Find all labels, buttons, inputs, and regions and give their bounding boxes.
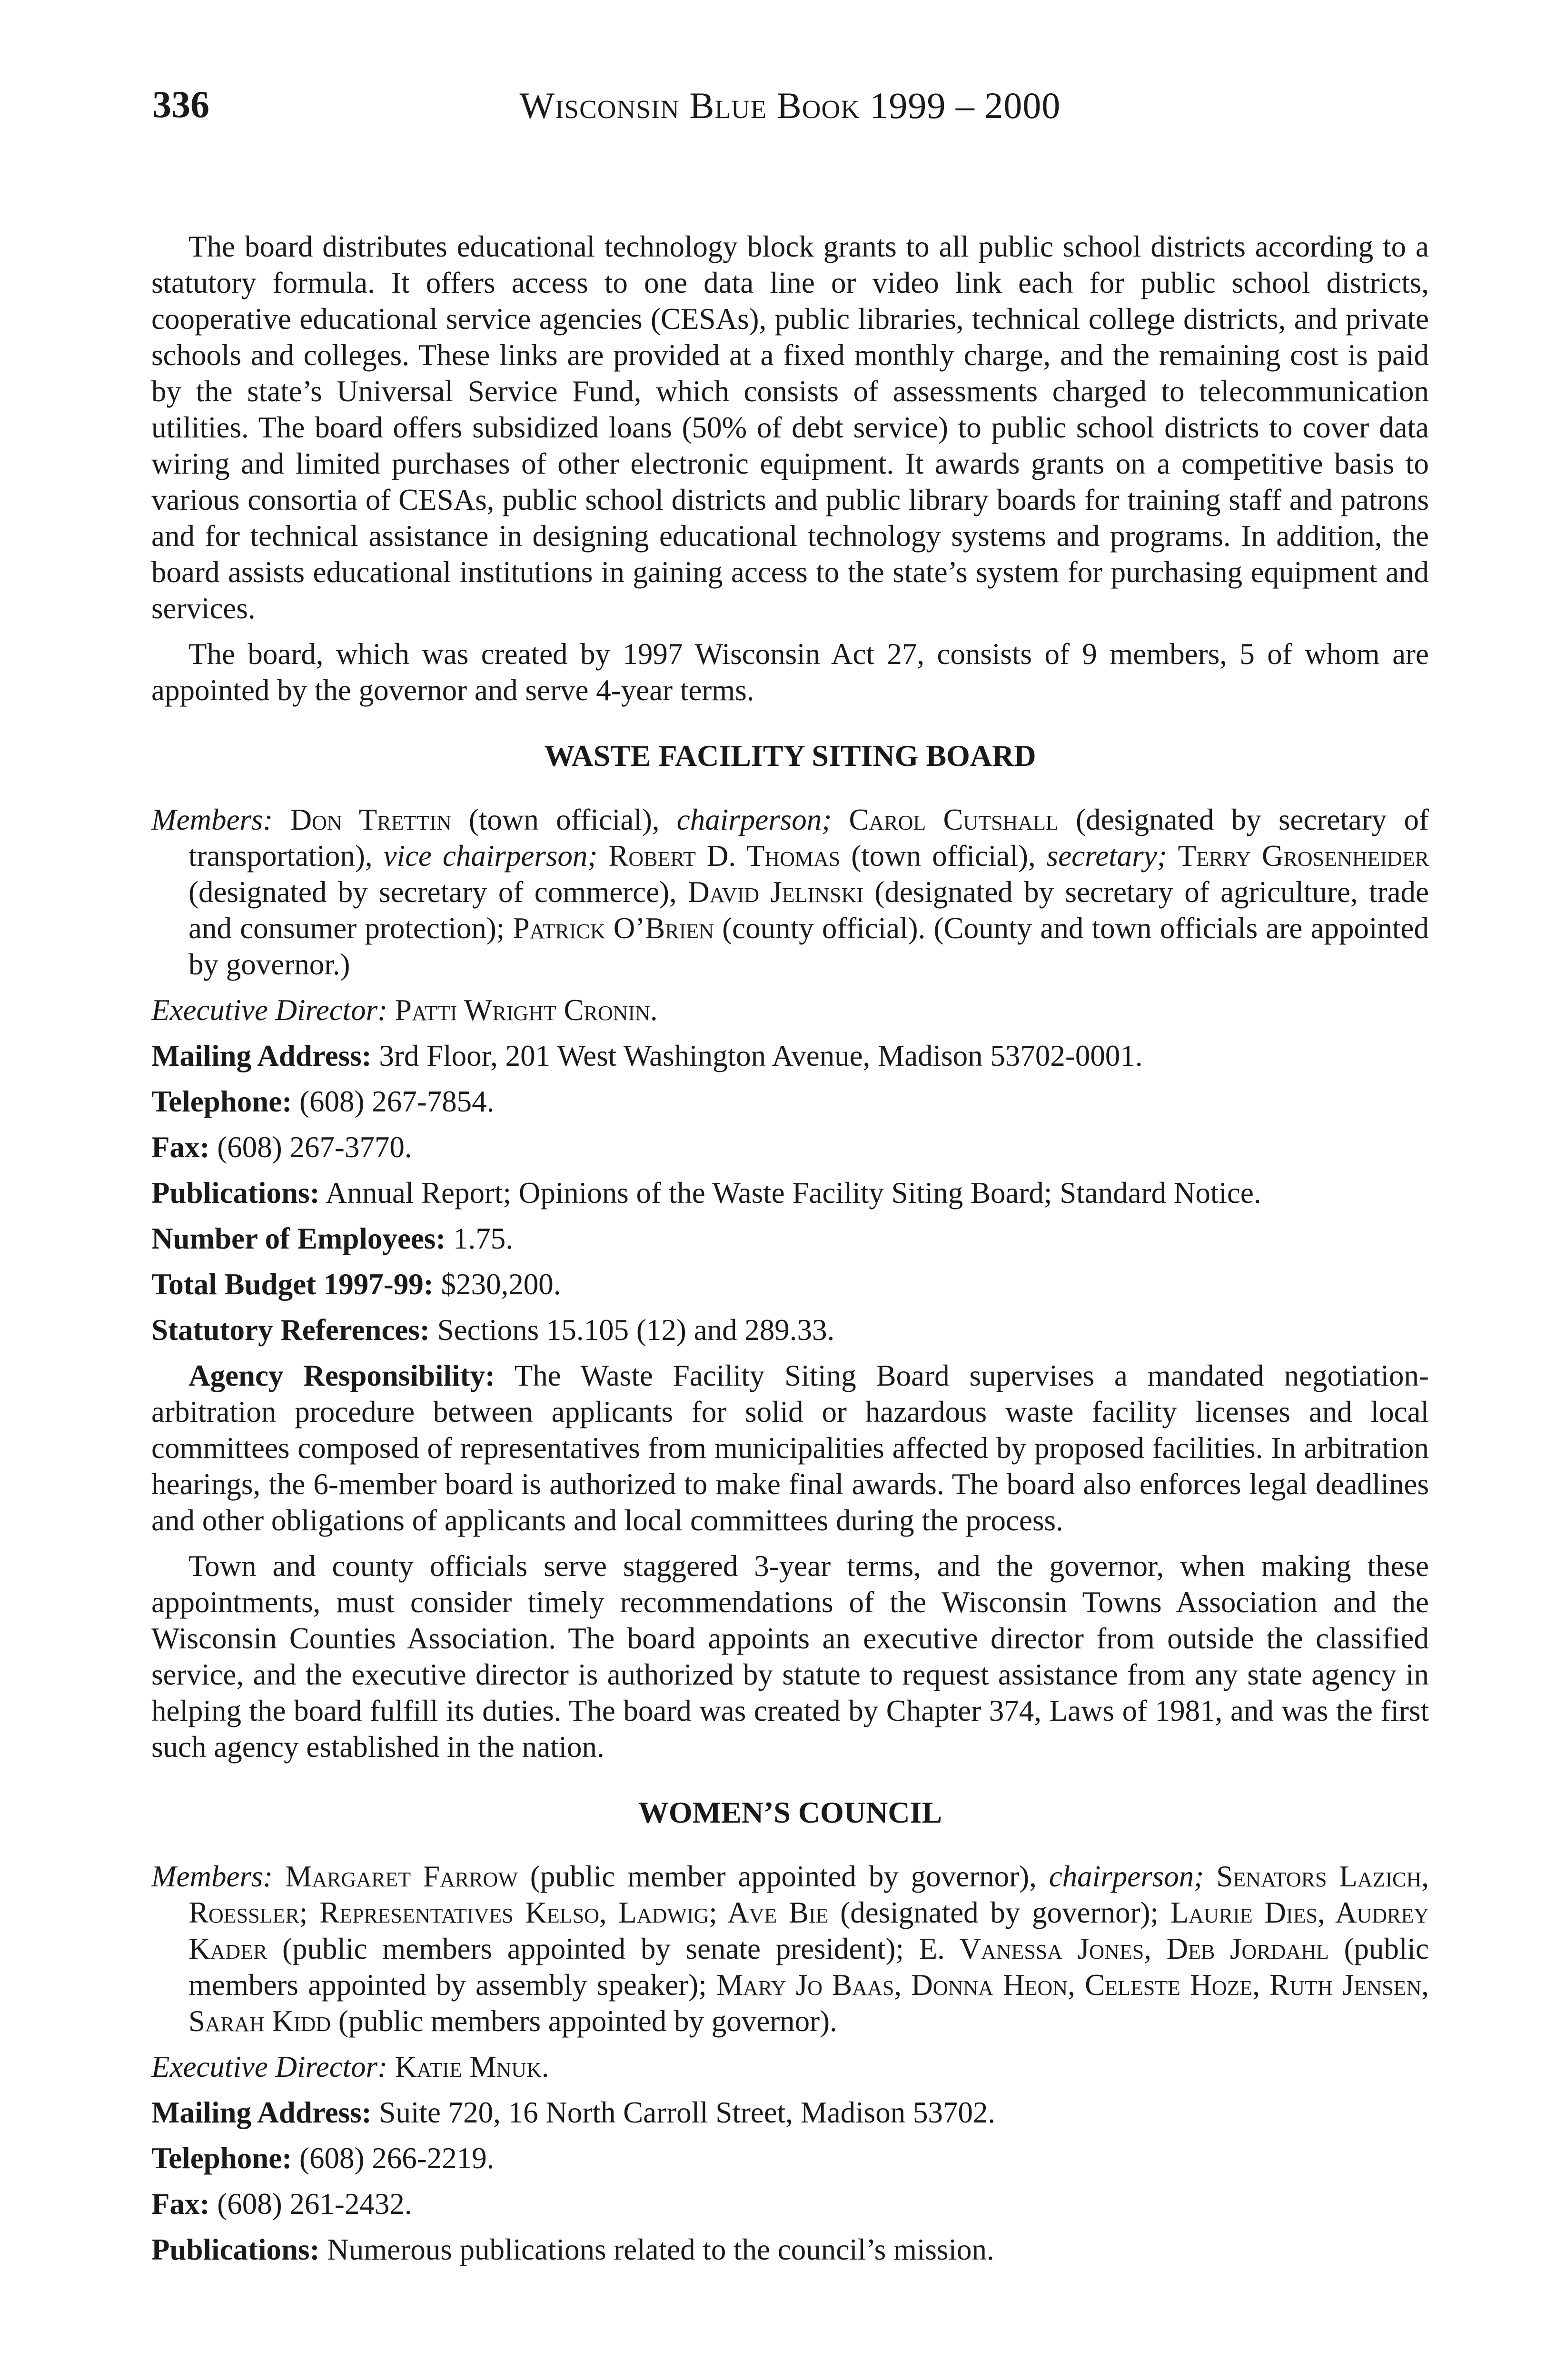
waste-mailing-address — [151, 1038, 1429, 1074]
waste-members — [151, 802, 1429, 982]
field-value: (608) 261-2432. — [217, 2187, 412, 2221]
field-value: The Waste Facility Siting Board supervises a mandated negotiation-arbitration procedure between applicants for solid or hazardous waste facility licenses and local committees composed of representatives from municipalities affected by proposed facilities. In arbitration hearings, the 6-member board is authorized to make final awards. The board also enforces legal deadlines and other obligations of applicants and local committees during the process. — [151, 1359, 1429, 1537]
page-number: 336 — [152, 84, 209, 126]
member-name: Margaret Farrow — [285, 1860, 518, 1893]
member-name: E. Vanessa Jones, Deb Jordahl — [919, 1932, 1329, 1965]
waste-employees — [151, 1220, 1429, 1257]
field-value: Annual Report; Opinions of the Waste Facility Siting Board; Standard Notice. — [325, 1176, 1261, 1210]
field-value: (608) 266-2219. — [299, 2142, 495, 2175]
intro-paragraph-1: The board distributes educational technology block grants to all public school districts according to a statutory formula. It offers access to one data line or video link each for public school districts, cooperative educational service agencies (CESAs), public libraries, technical college districts, and private schools and colleges. These links are provided at a fixed monthly charge, and the remaining cost is paid by the state’s Universal Service Fund, which consists of assessments charged to telecommunication utilities. The board offers subsidized loans (50% of debt service) to public school districts to cover data wiring and limited purchases of other electronic equipment. It awards grants on a competitive basis to various consortia of CESAs, public school districts and public library boards for training staff and patrons and for technical assistance in designing educational technology systems and programs. In addition, the board assists educational institutions in gaining access to the state’s system for purchasing equipment and services. — [151, 230, 1429, 625]
member-name: Patrick O’Brien — [513, 912, 714, 945]
waste-executive-director — [151, 992, 1429, 1028]
field-label: Telephone: — [151, 2142, 292, 2175]
member-name: Don Trettin — [290, 803, 452, 836]
member-role: (public members appointed by assembly speaker); — [188, 1932, 1429, 2002]
member-name: Laurie Dies, Audrey Kader — [188, 1896, 1429, 1965]
field-value: 3rd Floor, 201 West Washington Avenue, Madison 53702-0001. — [379, 1039, 1143, 1072]
member-name: Robert D. Thomas — [608, 839, 841, 873]
member-name: Senators Lazich, Roessler; Representatives Kelso, Ladwig; Ave Bie — [188, 1860, 1429, 1929]
field-label: Total Budget 1997-99: — [151, 1268, 434, 1301]
waste-board-heading: WASTE FACILITY SITING BOARD — [544, 739, 1036, 773]
field-label: Publications: — [151, 1176, 320, 1210]
field-label: Fax: — [151, 1130, 210, 1164]
field-value: $230,200. — [441, 1268, 561, 1301]
member-title: chairperson; — [676, 803, 832, 836]
member-title: vice chairperson; — [383, 839, 598, 873]
waste-publications — [151, 1175, 1429, 1211]
field-value: Numerous publications related to the council’s mission. — [327, 2233, 994, 2266]
field-value: (608) 267-7854. — [299, 1085, 495, 1118]
field-value: Katie Mnuk. — [395, 2050, 549, 2083]
field-label: Telephone: — [151, 1085, 292, 1118]
member-role: (county official). (County and town officials are appointed by governor.) — [188, 912, 1429, 981]
womens-telephone — [151, 2140, 1429, 2176]
field-value: 1.75. — [453, 1222, 514, 1255]
womens-members — [151, 1858, 1429, 2039]
womens-publications — [151, 2231, 1429, 2268]
member-role: (designated by secretary of agriculture, trade and consumer protection); — [188, 875, 1429, 945]
field-label: Mailing Address: — [151, 2096, 372, 2129]
field-label: Agency Responsibility: — [188, 1359, 495, 1392]
member-role: (designated by secretary of transportation), — [188, 803, 1429, 873]
member-role: (public member appointed by governor), — [530, 1860, 1037, 1893]
womens-mailing-address — [151, 2094, 1429, 2131]
page-body — [151, 228, 1429, 2268]
field-label: Fax: — [151, 2187, 210, 2221]
member-title: secretary; — [1046, 839, 1167, 873]
member-role: (public members appointed by governor). — [338, 2004, 837, 2038]
member-role: (public members appointed by senate president); — [282, 1932, 904, 1965]
waste-agency-responsibility — [151, 1358, 1429, 1538]
member-name: Carol Cutshall — [849, 803, 1059, 836]
womens-executive-director — [151, 2049, 1429, 2085]
field-label: Executive Director: — [151, 993, 388, 1027]
intro-paragraph-2: The board, which was created by 1997 Wisconsin Act 27, consists of 9 members, 5 of whom are appointed by the governor and serve 4-year terms. — [151, 637, 1429, 707]
member-role: (town official), — [468, 803, 660, 836]
members-label: Members: — [151, 1860, 273, 1893]
waste-budget — [151, 1266, 1429, 1302]
field-label: Number of Employees: — [151, 1222, 446, 1255]
waste-paragraph-2: Town and county officials serve staggered 3-year terms, and the governor, when making these appointments, must consider timely recommendations of the Wisconsin Towns Association and the Wisconsin Counties Association. The board appoints an executive director from outside the classified service, and the executive director is authorized by statute to request assistance from any state agency in helping the board fulfill its duties. The board was created by Chapter 374, Laws of 1981, and was the first such agency established in the nation. — [151, 1549, 1429, 1764]
field-value: Sections 15.105 (12) and 289.33. — [437, 1313, 835, 1347]
member-title: chairperson; — [1049, 1860, 1204, 1893]
waste-telephone — [151, 1083, 1429, 1120]
field-value: Patti Wright Cronin. — [395, 993, 658, 1027]
member-role: (town official), — [851, 839, 1036, 873]
member-role: (designated by secretary of commerce), — [188, 875, 677, 909]
member-name: Mary Jo Baas, Donna Heon, Celeste Hoze, Ruth Jensen, Sarah Kidd — [188, 1968, 1429, 2038]
waste-statutory-references — [151, 1312, 1429, 1348]
field-label: Mailing Address: — [151, 1039, 372, 1072]
field-label: Publications: — [151, 2233, 320, 2266]
womens-fax — [151, 2186, 1429, 2222]
member-name: Terry Grosenheider — [1178, 839, 1429, 873]
members-label: Members: — [151, 803, 273, 836]
waste-fax — [151, 1129, 1429, 1165]
page-header — [152, 83, 1428, 140]
womens-council-heading: WOMEN’S COUNCIL — [638, 1795, 942, 1829]
field-label: Executive Director: — [151, 2050, 388, 2083]
field-value: (608) 267-3770. — [217, 1130, 412, 1164]
running-head: Wisconsin Blue Book 1999 – 2000 — [519, 85, 1061, 126]
field-label: Statutory References: — [151, 1313, 430, 1347]
member-role: (designated by governor); — [840, 1896, 1159, 1929]
field-value: Suite 720, 16 North Carroll Street, Madison 53702. — [379, 2096, 996, 2129]
member-name: David Jelinski — [688, 875, 863, 909]
